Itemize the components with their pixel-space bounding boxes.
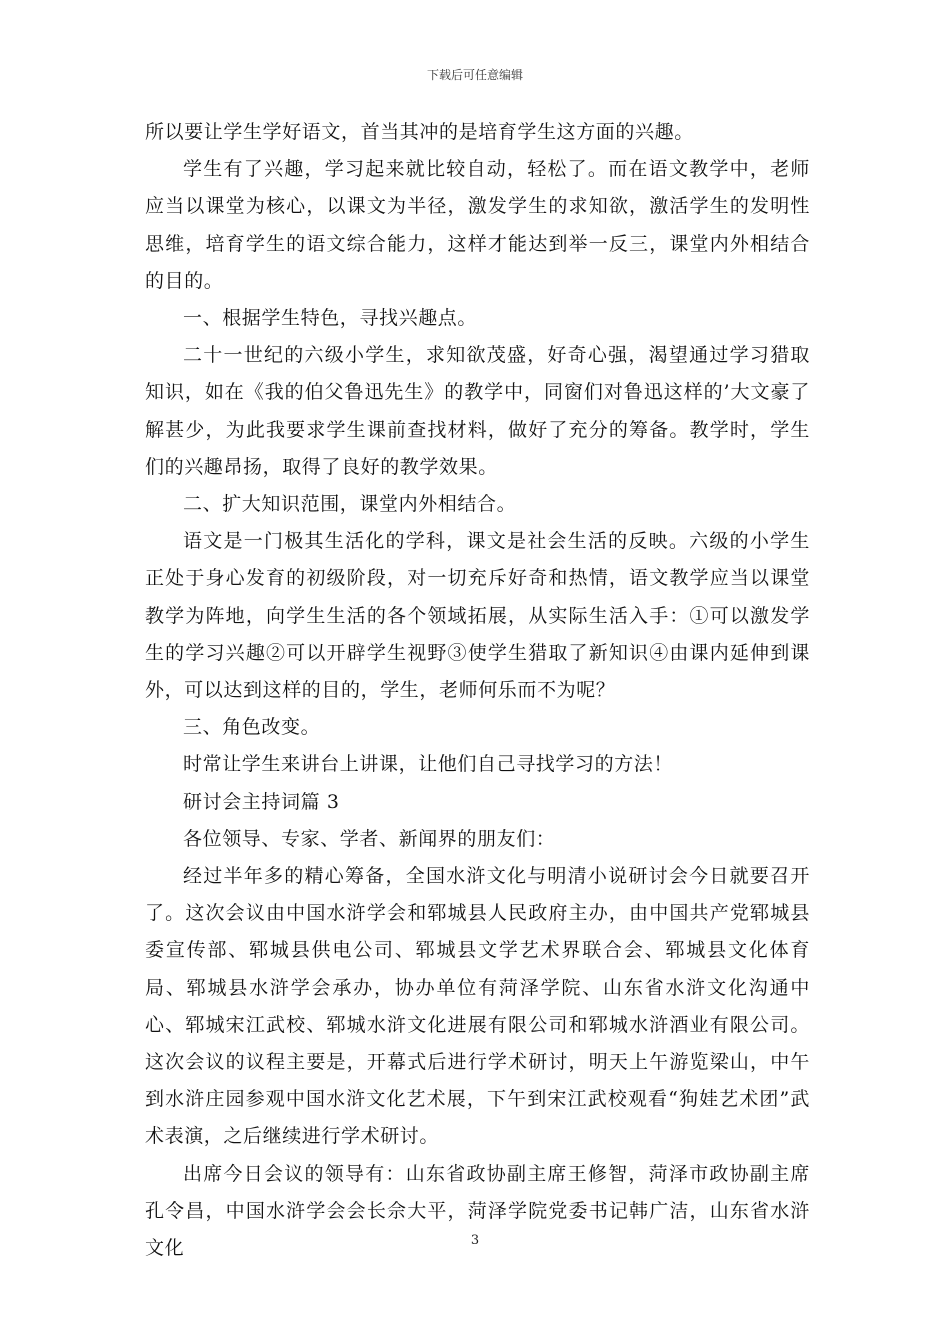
section-heading: 一、根据学生特色，寻找兴趣点。 [183, 307, 478, 330]
paragraph: 经过半年多的精心筹备，全国水浒文化与明清小说研讨会今日就要召开了。这次会议由中国水浒学会和郓城县人民政府主办，由中国共产党郓城县委宣传部、郓城县供电公司、郓城县文学艺术界联合会、郓城县文化体育局、郓城县水浒学会承办，协办单位有菏泽学院、山东省水浒文化沟通中心、郓城宋江武校、郓城水浒文化进展有限公司和郓城水浒酒业有限公司。这次会议的议程主要是，开幕式后进行学术研讨，明天上午游览梁山，中午到水浒庄园参观中国水浒文化艺术展，下午到宋江武校观看“狗娃艺术团”武术表演，之后继续进行学术研讨。 [145, 865, 810, 1148]
paragraph: 出席今日会议的领导有：山东省政协副主席王修智，菏泽市政协副主席孔令昌，中国水浒学会会长佘大平，菏泽学院党委书记韩广洁，山东省水浒文化 [145, 1162, 810, 1260]
page-number: 3 [470, 1233, 480, 1248]
paragraph: 时常让学生来讲台上讲课，让他们自己寻找学习的方法！ [183, 753, 674, 776]
paragraph: 二十一世纪的六级小学生，求知欲茂盛，好奇心强，渴望通过学习猎取知识，如在《我的伯父鲁迅先生》的教学中，同窗们对鲁迅这样的’大文豪了解甚少，为此我要求学生课前查找材料，做好了充分的筹备。教学时，学生们的兴趣昂扬，取得了良好的教学效果。 [145, 344, 810, 478]
paragraph: 学生有了兴趣，学习起来就比较自动，轻松了。而在语文教学中，老师应当以课堂为核心，以课文为半径，激发学生的求知欲，激活学生的发明性思维，培育学生的语文综合能力，这样才能达到举一反三，课堂内外相结合的目的。 [145, 158, 810, 292]
paragraph: 所以要让学生学好语文，首当其冲的是培育学生这方面的兴趣。 [145, 121, 694, 143]
paragraph: 语文是一门极其生活化的学科，课文是社会生活的反映。六级的小学生正处于身心发育的初级阶段，对一切充斥好奇和热情，语文教学应当以课堂教学为阵地，向学生生活的各个领域拓展，从实际生活入手：①可以激发学生的学习兴趣②可以开辟学生视野③使学生猎取了新知识④由课内延伸到课外，可以达到这样的目的，学生，老师何乐而不为呢？ [145, 530, 810, 702]
document-body [145, 114, 810, 1267]
article-title: 研讨会主持词篇 3 [183, 790, 340, 813]
section-heading: 三、角色改变。 [183, 716, 321, 739]
section-heading: 二、扩大知识范围，课堂内外相结合。 [183, 493, 517, 516]
page-header: 下载后可任意编辑 [426, 68, 523, 82]
salutation: 各位领导、专家、学者、新闻界的朋友们： [183, 827, 556, 850]
